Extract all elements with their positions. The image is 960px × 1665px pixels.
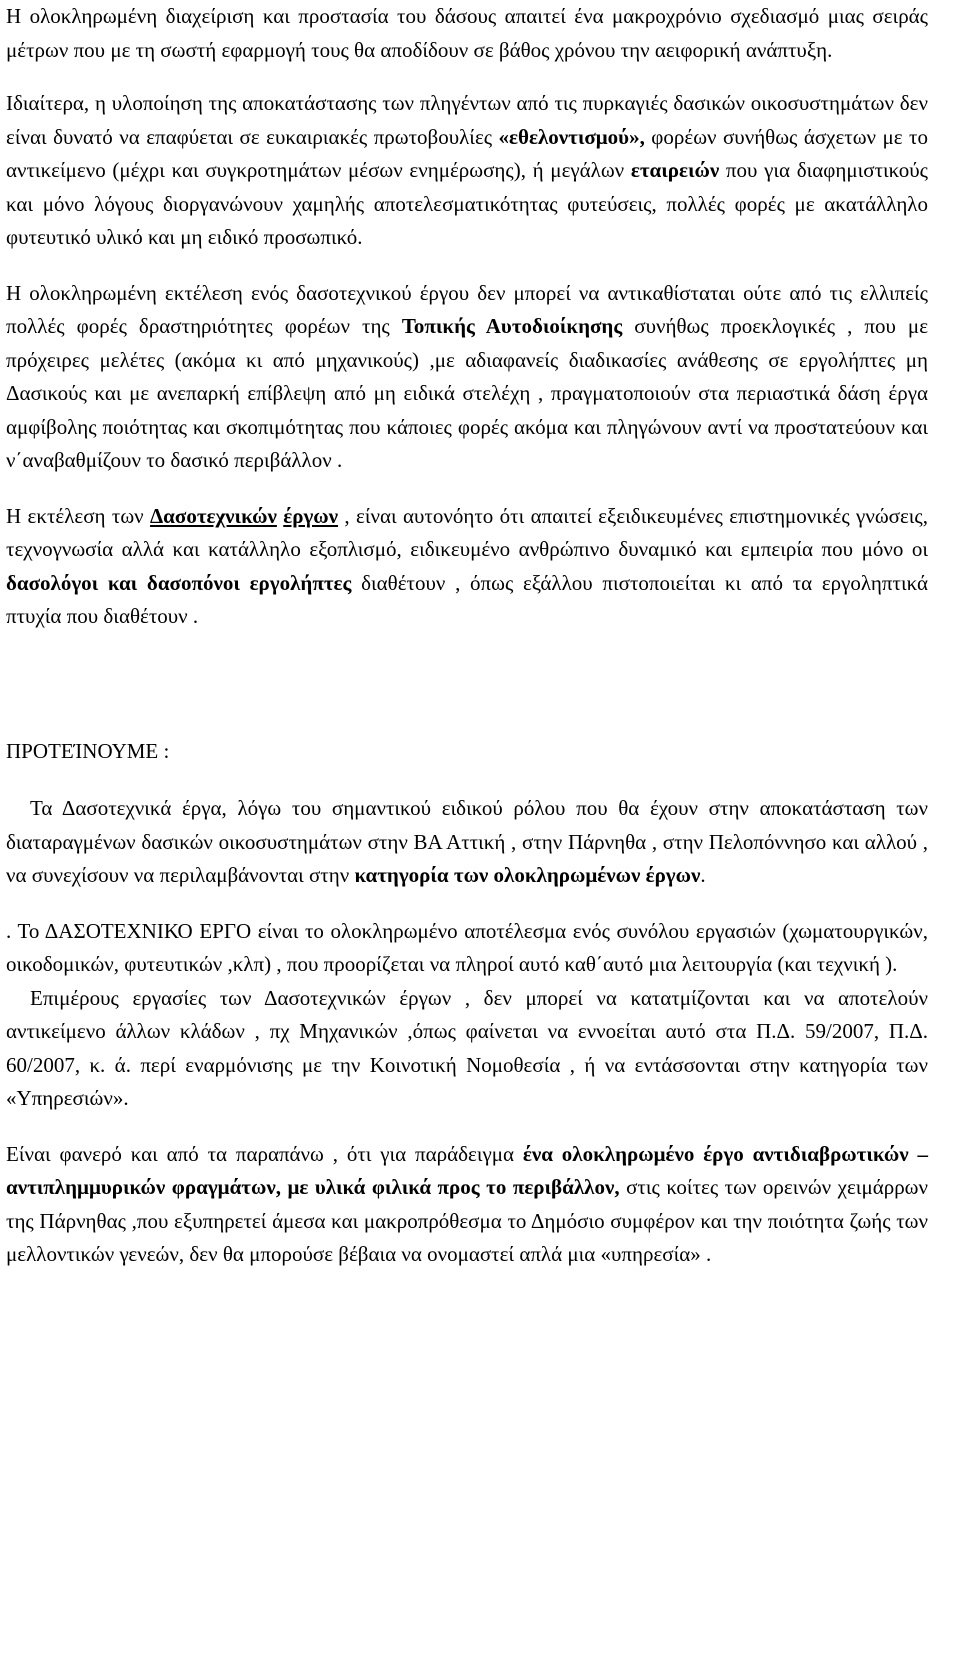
paragraph-8-text-end: στις κοίτες των ορεινών χειμάρρων της Πάρνηθας ,που εξυπηρετεί άμεσα και μακροπρόθεσμα το Δημόσιο συμφέρον και την ποιότητα ζωής των μελλοντικών γενεών, δεν θα μπορούσε βέβαια να ονομαστεί απλά μια «υπηρεσία» . xyxy=(6,1175,928,1266)
bold-local-government: Τοπικής Αυτοδιοίκησης xyxy=(401,314,623,338)
paragraph-3-text: Η ολοκληρωμένη εκτέλεση ενός δασοτεχνικού έργου δεν μπορεί να αντικαθίσταται ούτε από τις ελλιπείς πολλές φορές δραστηριότητες φορέων της xyxy=(6,280,928,338)
paragraph-3-text-end: συνήθως προεκλογικές , που με πρόχειρες μελέτες (ακόμα κι από μηχανικούς) ,με αδιαφανείς διαδικασίες ανάθεσης σε εργολήπτες μη Δασικούς και με ανεπαρκή επίβλεψη από μη ειδικά στελέχη , πραγματοποιούν στα περιαστικά δάση έργα αμφίβολης ποιότητας και σκοπιμότητας που κάποιες φορές ακόμα και πληγώνουν αντί να προστατεύουν και ν΄αναβαθμίζουν το δασικό περιβάλλον . xyxy=(6,314,929,472)
paragraph-4 xyxy=(6,500,928,634)
paragraph-5-text: Τα Δασοτεχνικά έργα, λόγω του σημαντικού ειδικού ρόλου που θα έχουν στην αποκατάσταση των διαταραγμένων δασικών οικοσυστημάτων στην ΒΑ Αττική , στην Πάρνηθα , στην Πελοπόννησο και αλλού , να συνεχίσουν να περιλαμβάνονται στην xyxy=(6,796,928,887)
paragraph-8 xyxy=(6,1138,928,1272)
paragraph-4-text: Η εκτέλεση των xyxy=(6,503,151,528)
paragraph-6 xyxy=(6,915,928,982)
paragraph-1 xyxy=(6,0,928,67)
paragraph-4-text-cont: , είναι αυτονόητο ότι απαιτεί εξειδικευμένες επιστημονικές γνώσεις, τεχνογνωσία αλλά και κατάλληλο εξοπλισμό, ειδικευμένο ανθρώπινο δυναμικό και εμπειρία που μόνο οι xyxy=(6,503,928,561)
paragraph-7-text: Επιμέρους εργασίες των Δασοτεχνικών έργων , δεν μπορεί να κατατμίζονται και να αποτελούν αντικείμενο άλλων κλάδων , πχ Μηχανικών ,όπως φαίνεται να εννοείται αυτό στα Π.Δ. 59/2007, Π.Δ. 60/2007, κ. ά. περί εναρμόνισης με την Κοινοτική Νομοθεσία , ή να εντάσσονται στην κατηγορία των «Υπηρεσιών». xyxy=(6,985,928,1110)
paragraph-3 xyxy=(6,277,928,478)
paragraph-2-text: Ιδιαίτερα, η υλοποίηση της αποκατάστασης των πληγέντων από τις πυρκαγιές δασικών οικοσυστημάτων δεν είναι δυνατό να επαφύεται σε ευκαιριακές πρωτοβουλίες xyxy=(6,91,928,149)
paragraph-6-text: . Το ΔΑΣΟΤΕΧΝΙΚΟ ΕΡΓΟ είναι το ολοκληρωμένο αποτέλεσμα ενός συνόλου εργασιών (χωματουργικών, οικοδομικών, φυτευτικών ,κλπ) , που προορίζεται να πληροί αυτό καθ΄αυτό μια λειτουργία (και τεχνική ). xyxy=(6,918,928,976)
bold-integrated-works-category: κατηγορία των ολοκληρωμένων έργων xyxy=(354,863,701,887)
paragraph-5 xyxy=(6,792,928,893)
bold-foresters-contractors: δασολόγοι και δασοπόνοι εργολήπτες xyxy=(6,570,352,595)
bold-forestry-technical: Δασοτεχνικών xyxy=(150,503,277,528)
paragraph-5-end: . xyxy=(700,863,706,887)
bold-works: έργων xyxy=(283,503,339,528)
heading-text: ΠΡΟΤΕΊΝΟΥΜΕ : xyxy=(6,738,170,763)
paragraph-2-text-end: που για διαφημιστικούς και μόνο λόγους διοργανώνουν χαμηλής αποτελεσματικότητας φυτεύσεις, πολλές φορές με ακατάλληλο φυτευτικό υλικό και μη ειδικό προσωπικό. xyxy=(6,158,928,249)
paragraph-4-text-end: διαθέτουν , όπως εξάλλου πιστοποιείται κι από τα εργοληπτικά πτυχία που διαθέτουν . xyxy=(6,570,928,628)
paragraph-1-text: Η ολοκληρωμένη διαχείριση και προστασία του δάσους απαιτεί ένα μακροχρόνιο σχεδιασμό μιας σειράς μέτρων που με τη σωστή εφαρμογή τους θα αποδίδουν σε βάθος χρόνου την αειφορική ανάπτυξη. xyxy=(6,4,928,62)
section-heading xyxy=(6,735,928,769)
paragraph-7 xyxy=(6,982,928,1116)
paragraph-8-text: Είναι φανερό και από τα παραπάνω , ότι για παράδειγμα xyxy=(6,1141,523,1166)
paragraph-2 xyxy=(6,87,928,255)
bold-companies: εταιρειών xyxy=(630,158,720,182)
bold-integrated-dam-project: ένα ολοκληρωμένο έργο αντιδιαβρωτικών –αντιπλημμυρικών φραγμάτων, με υλικά φιλικά προς το περιβάλλον, xyxy=(6,1141,928,1199)
paragraph-2-text-cont: φορέων συνήθως άσχετων με το αντικείμενο (μέχρι και συγκροτημάτων μέσων ενημέρωσης), ή μεγάλων xyxy=(6,124,928,182)
bold-volunteerism: «εθελοντισμού», xyxy=(498,124,645,149)
